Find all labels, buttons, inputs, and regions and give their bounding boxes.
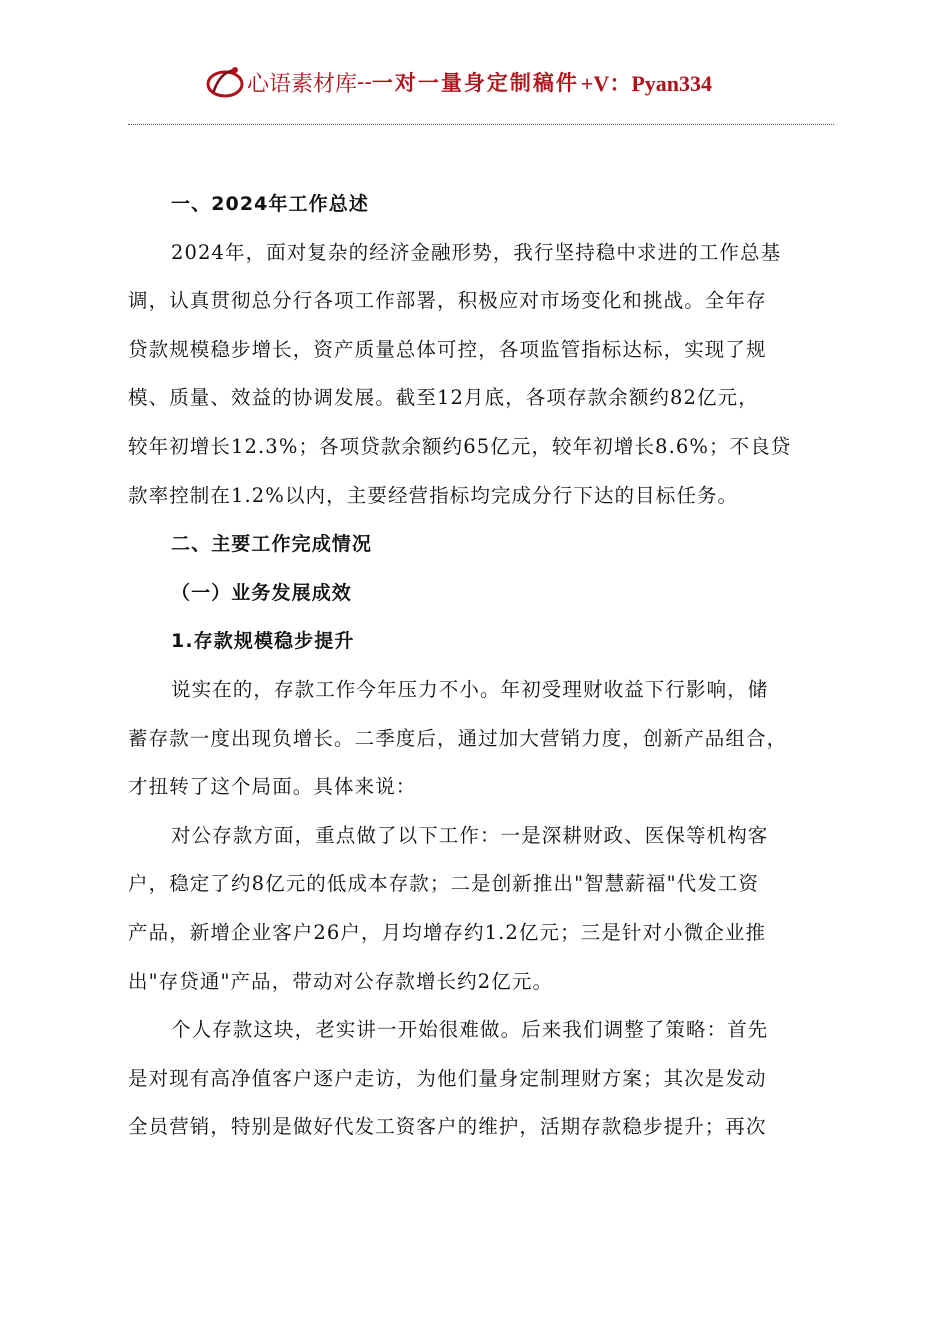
subsection-heading: （一）业务发展成效 bbox=[171, 581, 352, 604]
document-body bbox=[128, 180, 828, 1152]
item-heading: 1.存款规模稳步提升 bbox=[171, 630, 355, 653]
paragraph-line: 全员营销，特别是做好代发工资客户的维护，活期存款稳步提升；再次 bbox=[128, 1115, 767, 1139]
header-separator: -- bbox=[357, 69, 372, 95]
header-wechat: +V：Pyan334 bbox=[580, 70, 712, 96]
paragraph-line: 出"存贷通"产品，带动对公存款增长约2亿元。 bbox=[128, 969, 554, 993]
paragraph-line: 贷款规模稳步增长，资产质量总体可控，各项监管指标达标，实现了规 bbox=[128, 337, 767, 361]
paragraph-line: 个人存款这块，老实讲一开始很难做。后来我们调整了策略：首先 bbox=[171, 1018, 769, 1042]
paragraph-line: 户，稳定了约8亿元的低成本存款；二是创新推出"智慧薪福"代发工资 bbox=[128, 872, 760, 896]
paragraph-line: 模、质量、效益的协调发展。截至12月底，各项存款余额约82亿元， bbox=[128, 386, 759, 410]
paragraph-line: 调，认真贯彻总分行各项工作部署，积极应对市场变化和挑战。全年存 bbox=[128, 289, 767, 313]
paragraph-line: 才扭转了这个局面。具体来说： bbox=[128, 775, 417, 799]
paragraph-line: 说实在的，存款工作今年压力不小。年初受理财收益下行影响，储 bbox=[171, 677, 769, 701]
logo-icon bbox=[205, 64, 245, 100]
header-slogan: 一对一量身定制稿件 bbox=[371, 70, 579, 95]
paragraph-line: 是对现有高净值客户逐户走访，为他们量身定制理财方案；其次是发动 bbox=[128, 1066, 767, 1090]
section-heading: 二、主要工作完成情况 bbox=[171, 533, 373, 556]
paragraph-line: 款率控制在1.2%以内，主要经营指标均完成分行下达的目标任务。 bbox=[128, 483, 739, 507]
paragraph-line: 蓄存款一度出现负增长。二季度后，通过加大营销力度，创新产品组合， bbox=[128, 726, 788, 750]
page-header bbox=[205, 62, 712, 102]
paragraph-line: 对公存款方面，重点做了以下工作：一是深耕财政、医保等机构客 bbox=[171, 823, 769, 847]
paragraph-line: 产品，新增企业客户26户，月均增存约1.2亿元；三是针对小微企业推 bbox=[128, 920, 767, 944]
brand-name: 心语素材库 bbox=[247, 71, 358, 97]
paragraph-line: 2024年，面对复杂的经济金融形势，我行坚持稳中求进的工作总基 bbox=[171, 240, 782, 264]
header-divider bbox=[128, 124, 834, 125]
section-heading: 一、2024年工作总述 bbox=[171, 193, 369, 215]
paragraph-line: 较年初增长12.3%；各项贷款余额约65亿元，较年初增长8.6%；不良贷 bbox=[128, 434, 792, 458]
